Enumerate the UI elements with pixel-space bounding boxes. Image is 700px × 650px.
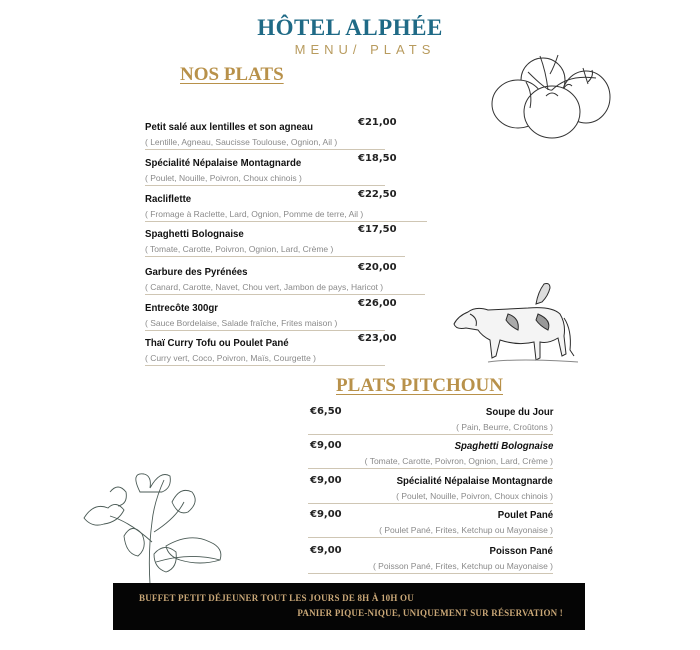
- dish-name: Soupe du Jour: [485, 406, 553, 418]
- divider: [145, 221, 427, 222]
- dish-ingredients: ( Lentille, Agneau, Saucisse Toulouse, Ognion, Ail ): [145, 137, 338, 147]
- dish-price: €23,00: [358, 333, 397, 344]
- dish-name: Spaghetti Bolognaise: [454, 440, 553, 452]
- dish-name: Spécialité Népalaise Montagnarde: [396, 475, 553, 487]
- dish-ingredients: ( Tomate, Carotte, Poivron, Ognion, Lard, Crème ): [364, 456, 553, 466]
- divider: [145, 330, 385, 331]
- divider: [308, 573, 553, 574]
- menu-item: [308, 440, 553, 469]
- dish-price: €17,50: [358, 224, 397, 235]
- divider: [308, 537, 553, 538]
- menu-item: [145, 262, 425, 295]
- dish-price: €6,50: [310, 406, 342, 417]
- dish-price: €9,00: [310, 440, 342, 451]
- menu-item: [308, 475, 553, 504]
- divider: [145, 256, 405, 257]
- dish-ingredients: ( Canard, Carotte, Navet, Chou vert, Jambon de pays, Haricot ): [145, 282, 384, 292]
- dish-name: Thaï Curry Tofu ou Poulet Pané: [145, 337, 289, 349]
- dish-price: €9,00: [310, 475, 342, 486]
- dish-name: Entrecôte 300gr: [145, 302, 219, 314]
- dish-ingredients: ( Poulet, Nouille, Poivron, Choux chinois ): [396, 491, 553, 501]
- dish-price: €21,00: [358, 117, 397, 128]
- section-heading-nos-plats: NOS PLATS: [180, 64, 284, 85]
- menu-item: [145, 117, 425, 150]
- dish-ingredients: ( Curry vert, Coco, Poivron, Maïs, Courgette ): [145, 353, 316, 363]
- menu-item: [145, 189, 425, 222]
- tomatoes-illustration: [488, 52, 618, 140]
- dish-name: Poisson Pané: [489, 545, 553, 557]
- dish-price: €18,50: [358, 153, 397, 164]
- banner-line-1: BUFFET PETIT DÉJEUNER TOUT LES JOURS DE 8H À 10H OU: [139, 593, 414, 603]
- menu-item: [145, 333, 425, 366]
- divider: [308, 503, 553, 504]
- dish-price: €9,00: [310, 509, 342, 520]
- menu-item: [145, 153, 425, 186]
- dish-price: €9,00: [310, 545, 342, 556]
- dish-name: Garbure des Pyrénées: [145, 266, 248, 278]
- dish-ingredients: ( Sauce Bordelaise, Salade fraîche, Frites maison ): [145, 318, 338, 328]
- hotel-title: HÔTEL ALPHÉE: [257, 15, 443, 40]
- divider: [145, 365, 385, 366]
- dish-price: €22,50: [358, 189, 397, 200]
- menu-item: [145, 224, 425, 257]
- banner-line-2: PANIER PIQUE-NIQUE, UNIQUEMENT SUR RÉSERVATION !: [297, 608, 563, 618]
- dish-ingredients: ( Poulet, Nouille, Poivron, Choux chinois ): [145, 173, 302, 183]
- dish-price: €20,00: [358, 262, 397, 273]
- dish-ingredients: ( Pain, Beurre, Croûtons ): [456, 422, 553, 432]
- parsley-illustration: [80, 462, 240, 586]
- divider: [308, 434, 553, 435]
- dish-ingredients: ( Fromage à Raclette, Lard, Ognion, Pomme de terre, Ail ): [145, 209, 364, 219]
- dish-name: Petit salé aux lentilles et son agneau: [145, 121, 314, 133]
- menu-item: [308, 509, 553, 538]
- dish-name: Spécialité Népalaise Montagnarde: [145, 157, 302, 169]
- section-heading-plats-pitchoun: PLATS PITCHOUN: [336, 375, 503, 396]
- divider: [308, 468, 553, 469]
- dish-ingredients: ( Poisson Pané, Frites, Ketchup ou Mayonaise ): [372, 561, 553, 571]
- menu-item: [308, 406, 553, 435]
- menu-item: [145, 298, 425, 331]
- dish-name: Spaghetti Bolognaise: [145, 228, 244, 240]
- breakfast-banner: [113, 583, 585, 630]
- dish-ingredients: ( Tomate, Carotte, Poivron, Ognion, Lard, Crème ): [145, 244, 334, 254]
- dish-name: Poulet Pané: [497, 509, 553, 521]
- dish-name: Racliflette: [145, 193, 192, 205]
- dish-price: €26,00: [358, 298, 397, 309]
- dish-ingredients: ( Poulet Pané, Frites, Ketchup ou Mayonaise ): [379, 525, 553, 535]
- menu-subtitle: MENU/ PLATS: [294, 42, 436, 57]
- cow-with-bird-illustration: [448, 274, 588, 370]
- divider: [145, 185, 385, 186]
- divider: [145, 149, 385, 150]
- menu-item: [308, 545, 553, 574]
- divider: [145, 294, 425, 295]
